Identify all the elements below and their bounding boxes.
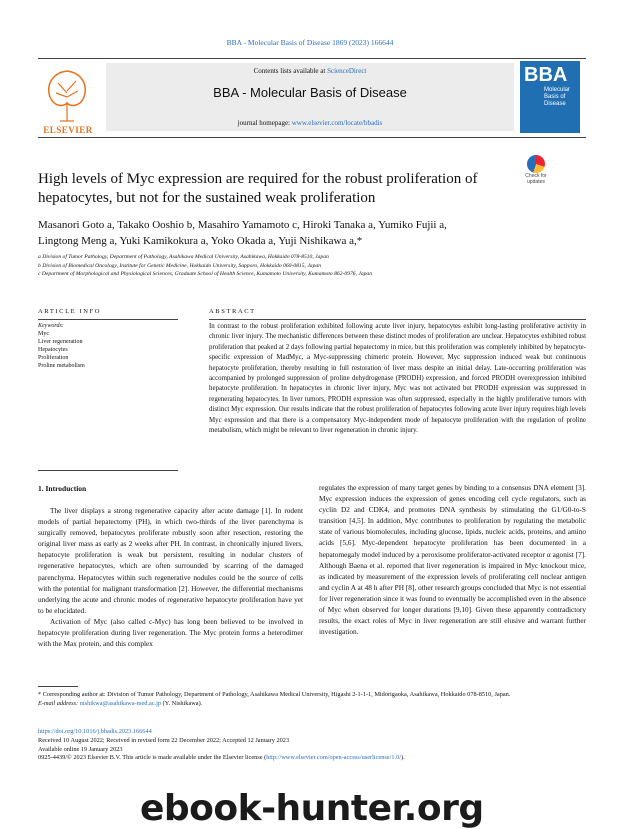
homepage-text: journal homepage: — [237, 119, 292, 127]
article-info-heading: ARTICLE INFO — [38, 308, 102, 315]
homepage-line — [106, 119, 514, 127]
check-updates-icon — [527, 155, 545, 173]
doi-link[interactable]: https://doi.org/10.1016/j.bbadis.2023.166644 — [38, 728, 152, 735]
authors-line-1[interactable]: Masanori Goto a, Takako Ooshio b, Masahiro Yamamoto c, Hiroki Tanaka a, Yumiko Fujii a, — [38, 219, 447, 231]
abstract-rule — [209, 319, 586, 320]
license-text: 0925-4439/© 2023 Elsevier B.V. This article is made available under the Elsevier license ( — [38, 754, 267, 762]
journal-cover-image — [520, 61, 580, 133]
license-line — [38, 754, 586, 763]
keywords-label: Keywords: — [38, 323, 64, 329]
abstract-text: In contrast to the robust proliferation exhibited following acute liver injury, hepatocytes exhibit long-lasting proliferative activity in chronic liver injury. The mechanistic differences between these distinct modes of proliferation are unclear. Hepatocytes exhibited robust proliferation that peaked at 2 days following partial hepatectomy in mice, but this proliferation was completely inhibited by hepatocyte-specific expression of MadMyc, a Myc-suppressing chimeric protein. However, Myc suppression induced weak but continuous hepatocyte proliferation, thereby resulting in full restoration of liver mass despite an initial delay. Late-occurring proliferation was accompanied by prolonged suppression of proline dehydrogenase (PRODH) expression, and forced PRODH overexpression inhibited hepatocyte proliferation. In hepatocytes in chronic liver injury, Myc was not activated but PRODH expression was suppressed in regenerating hepatocytes. In liver tumors, PRODH expression was often suppressed, especially in the highly proliferative tumors with distinct Myc expression. Our results indicate that the robust proliferation of hepatocytes following acute liver injury requires high levels Myc expression and that there is a compensatory Myc-independent mode of hepatocyte proliferation with the regulation of proline metabolism, which might be relevant to liver regeneration in chronic injury. — [209, 323, 586, 435]
body-column-right — [319, 482, 586, 637]
publisher-name: ELSEVIER — [43, 125, 93, 135]
body-paragraph: The liver displays a strong regenerative capacity after acute damage [1]. In rodent models of partial hepatectomy (PH), in which two-thirds of the liver parenchyma is surgically removed, hepatocytes proliferate robustly soon after resection, restoring the original liver mass as early as 2 weeks after PH. In contrast, in chronically injured livers, hepatocyte proliferation is weak but persistent, resulting in nodular clusters of regenerative hepatocytes, which are often surrounded by scarring of the damaged parenchyma. Hepatocytes within such regenerative nodules could be the source of cells with the potential for malignant transformation [2]. However, the differential mechanisms underlying the acute and chronic modes of regenerative hepatocyte proliferation have yet to be elucidated. — [38, 506, 303, 615]
email-suffix: (Y. Nishikawa). — [161, 699, 203, 707]
keywords-block — [38, 322, 178, 471]
article-metadata — [38, 728, 586, 763]
keyword-item: Proliferation — [38, 355, 69, 361]
affiliation-c: c Department of Morphological and Physiological Sciences, Graduate School of Health Science, Kumamoto University, Kumamoto 862-0976, Japan — [38, 271, 373, 277]
affiliations — [38, 253, 586, 279]
email-label: E-mail address: — [38, 699, 80, 707]
sciencedirect-link[interactable]: ScienceDirect — [327, 67, 367, 75]
contents-line — [106, 67, 514, 75]
body-paragraph: Activation of Myc (also called c-Myc) has long been believed to be involved in hepatocyte proliferation during liver regeneration. The Myc protein forms a heterodimer with the Max protein, and this complex — [38, 616, 303, 649]
corresponding-author-note: * Corresponding author at: Division of Tumor Pathology, Department of Pathology, Asahikawa Medical University, Higashi 2-1-1-1, Midorigaoka, Asahikawa, Hokkaido 078-8510, Japan. — [38, 691, 511, 698]
elsevier-tree-logo — [38, 63, 96, 131]
cover-title: BBA — [524, 64, 568, 86]
article-info-rule — [38, 319, 178, 320]
check-updates-label: Check for updates — [525, 173, 547, 185]
license-link[interactable]: http://www.elsevier.com/open-access/userlicense/1.0/ — [266, 754, 401, 762]
email-link[interactable]: nishikwa@asahikawa-med.ac.jp — [79, 699, 162, 707]
contents-text: Contents lists available at — [253, 67, 328, 75]
check-for-updates-button[interactable] — [522, 155, 550, 185]
journal-citation[interactable]: BBA - Molecular Basis of Disease 1869 (2023) 166644 — [226, 38, 394, 47]
cover-subtitle: Molecular Basis of Disease — [544, 87, 571, 107]
author-list — [38, 217, 558, 249]
body-paragraph: regulates the expression of many target genes by binding to a consensus DNA element [3]. Myc expression induces the expression of genes encoding cell cycle regulators, such as cyclin D2 and CDK4, and promotes DNA synthesis by stimulating the G1/G0-to-S transition [4,5]. In addition, Myc contributes to proliferation by regulating the metabolic state of various biomolecules, including glucose, lipids, nucleic acids, proteins, and amino acids [5,6]. Myc-dependent hepatocyte proliferation has been documented in a hepatomegaly model induced by a peroxisome proliferator-activated receptor α agonist [7]. Although Baena et al. reported that liver regeneration is impaired in Myc knockout mice, as indicated by measurement of the expression levels of proliferating cell nuclear antigen and cyclin A at 48 h after PH [8], other research groups concluded that Myc is not essential for liver regeneration since it was found to eventually be accomplished even in the absence of Myc when observed for longer durations [9,10]. Given these apparently contradictory results, the exact roles of Myc in liver regeneration are still elusive and warrant further investigation. — [319, 483, 586, 637]
homepage-link[interactable]: www.elsevier.com/locate/bbadis — [291, 119, 383, 127]
received-dates: Received 10 August 2022; Received in revised form 22 December 2022; Accepted 12 January 2023 — [38, 736, 290, 744]
article-info-section-header — [38, 308, 178, 320]
license-suffix: ). — [400, 754, 405, 762]
journal-info-box — [106, 63, 514, 131]
body-column-left — [38, 505, 303, 649]
abstract-section-header — [209, 308, 586, 320]
footnote-rule — [38, 686, 78, 687]
keywords-bottom-rule — [38, 470, 178, 471]
email-line — [38, 700, 586, 709]
affiliation-b: b Division of Biomedical Oncology, Institute for Genetic Medicine, Hokkaido University, Sapporo, Hokkaido 060-0815, Japan — [38, 262, 321, 269]
journal-name: BBA - Molecular Basis of Disease — [213, 85, 407, 100]
affiliation-a: a Division of Tumor Pathology, Department of Pathology, Asahikawa Medical University, Asahikawa, Hokkaido 078-8510, Japan — [38, 254, 329, 260]
authors-line-2[interactable]: Lingtong Meng a, Yuki Kamikokura a, Yoko Okada a, Yuji Nishikawa a,* — [38, 235, 363, 247]
keyword-item: Hepatocytes — [38, 347, 68, 353]
footnotes — [38, 691, 586, 708]
abstract-heading: ABSTRACT — [209, 308, 256, 315]
article-title: High levels of Myc expression are required for the robust proliferation of hepatocytes, but not for the sustained weak proliferation — [38, 171, 478, 206]
keyword-item: Myc — [38, 331, 49, 337]
available-online: Available online 19 January 2023 — [38, 745, 123, 753]
journal-header — [38, 58, 586, 138]
introduction-heading: 1. Introduction — [38, 484, 87, 493]
keyword-item: Liver regeneration — [38, 339, 83, 345]
keyword-item: Proline metabolism — [38, 363, 85, 369]
watermark-text: ebook-hunter.org — [140, 788, 484, 829]
